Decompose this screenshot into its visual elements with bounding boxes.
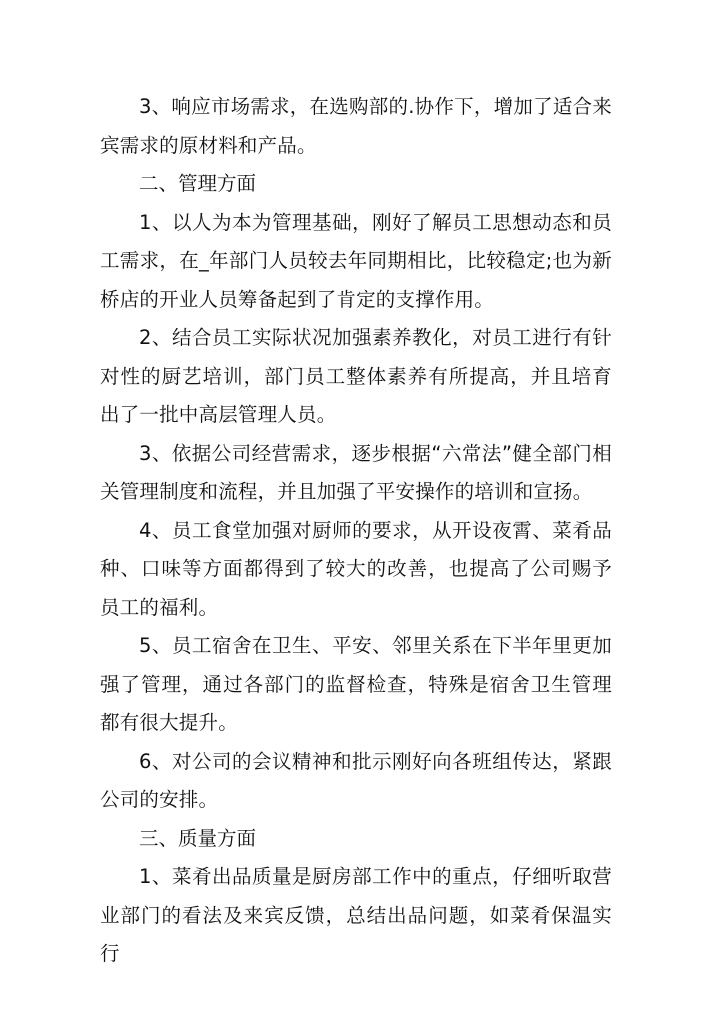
document-page (100, 88, 612, 974)
section-heading-management: 二、管理方面 (139, 172, 257, 195)
paragraph-item-3-market-demand: 3、响应市场需求，在选购部的.协作下，增加了适合来宾需求的原材料和产品。 (100, 95, 612, 157)
paragraph-item-2-staff-training: 2、结合员工实际状况加强素养教化，对员工进行有针对性的厨艺培训，部门员工整体素养有所提高，并且培育出了一批中高层管理人员。 (100, 326, 612, 426)
paragraph-item-1-dish-quality: 1、菜肴出品质量是厨房部工作中的重点，仔细听取营业部门的看法及来宾反馈，总结出品问题，如菜肴保温实行 (100, 865, 612, 965)
paragraph-item-1-people-oriented: 1、以人为本为管理基础，刚好了解员工思想动态和员工需求，在_年部门人员较去年同期相比，比较稳定;也为新桥店的开业人员筹备起到了肯定的支撑作用。 (100, 210, 612, 311)
paragraph-item-3-management-system: 3、依据公司经营需求，逐步根据“六常法”健全部门相关管理制度和流程，并且加强了平安操作的培训和宣扬。 (100, 441, 612, 503)
paragraph-item-5-staff-dormitory: 5、员工宿舍在卫生、平安、邻里关系在下半年里更加强了管理，通过各部门的监督检查，特殊是宿舍卫生管理都有很大提升。 (100, 634, 612, 734)
paragraph-item-4-staff-canteen: 4、员工食堂加强对厨师的要求，从开设夜霄、菜肴品种、口味等方面都得到了较大的改善，也提高了公司赐予员工的福利。 (100, 518, 612, 619)
section-heading-quality: 三、质量方面 (139, 826, 257, 850)
paragraph-item-6-meeting-spirit: 6、对公司的会议精神和批示刚好向各班组传达，紧跟公司的安排。 (100, 749, 612, 811)
